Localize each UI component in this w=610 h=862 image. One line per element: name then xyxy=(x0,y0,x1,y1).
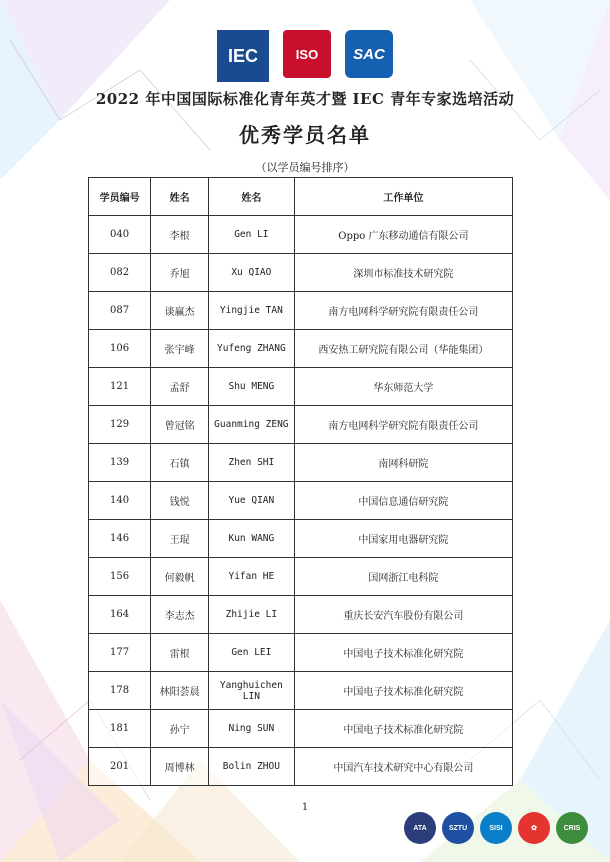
cell-name-cn: 王琨 xyxy=(151,520,209,558)
table-row xyxy=(89,216,513,254)
cell-id: 106 xyxy=(89,330,151,368)
cell-org: 中国汽车技术研究中心有限公司 xyxy=(294,748,512,786)
cell-org: 国网浙江电科院 xyxy=(294,558,512,596)
cell-org: 南方电网科学研究院有限责任公司 xyxy=(294,406,512,444)
cell-id: 178 xyxy=(89,672,151,710)
table-row xyxy=(89,672,513,710)
cell-name-cn: 何毅帆 xyxy=(151,558,209,596)
footer-logos xyxy=(404,812,588,844)
page-number: 1 xyxy=(301,802,309,813)
cell-name-en: Yufeng ZHANG xyxy=(209,330,295,368)
cell-name-cn: 孟舒 xyxy=(151,368,209,406)
cell-name-cn: 石镇 xyxy=(151,444,209,482)
cell-id: 139 xyxy=(89,444,151,482)
cell-name-cn: 孙宁 xyxy=(151,710,209,748)
cell-org: 重庆长安汽车股份有限公司 xyxy=(294,596,512,634)
cell-id: 140 xyxy=(89,482,151,520)
cell-name-en: Bolin ZHOU xyxy=(209,748,295,786)
cell-name-en: Yue QIAN xyxy=(209,482,295,520)
header-organization: 工作单位 xyxy=(294,178,512,216)
cris-logo-icon: CRIS xyxy=(556,812,588,844)
table-row xyxy=(89,406,513,444)
table-row xyxy=(89,330,513,368)
cell-name-en: Guanming ZENG xyxy=(209,406,295,444)
cell-name-en: Shu MENG xyxy=(209,368,295,406)
cell-name-cn: 谈赢杰 xyxy=(151,292,209,330)
cell-name-en: Yingjie TAN xyxy=(209,292,295,330)
cell-name-cn: 张宇峰 xyxy=(151,330,209,368)
header-logos xyxy=(0,30,610,82)
sztu-logo-icon: SZTU xyxy=(442,812,474,844)
cell-org: Oppo 广东移动通信有限公司 xyxy=(294,216,512,254)
trainee-table xyxy=(88,177,513,786)
cell-id: 181 xyxy=(89,710,151,748)
sisi-logo-icon: SISI xyxy=(480,812,512,844)
cell-id: 087 xyxy=(89,292,151,330)
cell-name-cn: 林阳荟晨 xyxy=(151,672,209,710)
cell-name-en: Zhen SHI xyxy=(209,444,295,482)
table-row xyxy=(89,368,513,406)
cell-id: 082 xyxy=(89,254,151,292)
cell-org: 华东师范大学 xyxy=(294,368,512,406)
cell-org: 中国信息通信研究院 xyxy=(294,482,512,520)
cell-name-en: Xu QIAO xyxy=(209,254,295,292)
cell-name-cn: 雷根 xyxy=(151,634,209,672)
cell-name-cn: 钱悦 xyxy=(151,482,209,520)
cell-org: 中国电子技术标准化研究院 xyxy=(294,710,512,748)
table-header-row xyxy=(89,178,513,216)
table-row xyxy=(89,520,513,558)
cell-org: 南方电网科学研究院有限责任公司 xyxy=(294,292,512,330)
cell-org: 南网科研院 xyxy=(294,444,512,482)
header-name-en: 姓名 xyxy=(209,178,295,216)
cell-name-en: Gen LEI xyxy=(209,634,295,672)
cell-name-cn: 李根 xyxy=(151,216,209,254)
iso-logo-icon: ISO xyxy=(283,30,331,78)
cell-name-cn: 李志杰 xyxy=(151,596,209,634)
ata-logo-icon: ATA xyxy=(404,812,436,844)
table-row xyxy=(89,292,513,330)
page-subtitle: 优秀学员名单 xyxy=(239,123,371,147)
header-name-cn: 姓名 xyxy=(151,178,209,216)
cell-name-cn: 曾冠铭 xyxy=(151,406,209,444)
table-row xyxy=(89,748,513,786)
cell-name-cn: 周博林 xyxy=(151,748,209,786)
cell-id: 040 xyxy=(89,216,151,254)
table-row xyxy=(89,558,513,596)
cell-id: 177 xyxy=(89,634,151,672)
cell-name-en: Ning SUN xyxy=(209,710,295,748)
cell-name-en: Gen LI xyxy=(209,216,295,254)
cell-id: 129 xyxy=(89,406,151,444)
cell-id: 201 xyxy=(89,748,151,786)
table-row xyxy=(89,444,513,482)
table-row xyxy=(89,254,513,292)
table-row xyxy=(89,634,513,672)
table-row xyxy=(89,482,513,520)
table-row xyxy=(89,596,513,634)
cell-org: 西安热工研究院有限公司（华能集团） xyxy=(294,330,512,368)
header-trainee-id: 学员编号 xyxy=(89,178,151,216)
cell-id: 164 xyxy=(89,596,151,634)
cell-name-en: Yifan HE xyxy=(209,558,295,596)
cell-name-en: Kun WANG xyxy=(209,520,295,558)
cell-name-en: Zhijie LI xyxy=(209,596,295,634)
cell-org: 中国电子技术标准化研究院 xyxy=(294,634,512,672)
cell-org: 中国家用电器研究院 xyxy=(294,520,512,558)
cell-id: 156 xyxy=(89,558,151,596)
cell-org: 中国电子技术标准化研究院 xyxy=(294,672,512,710)
iec-logo-icon: IEC xyxy=(217,30,269,82)
people-logo-icon: ✿ xyxy=(518,812,550,844)
cell-name-en: Yanghuichen LIN xyxy=(209,672,295,710)
sac-logo-icon: SAC xyxy=(345,30,393,78)
cell-name-cn: 乔旭 xyxy=(151,254,209,292)
cell-id: 121 xyxy=(89,368,151,406)
cell-org: 深圳市标准技术研究院 xyxy=(294,254,512,292)
page-title: 2022 年中国国际标准化青年英才暨 IEC 青年专家选培活动 xyxy=(95,90,515,108)
table-row xyxy=(89,710,513,748)
cell-id: 146 xyxy=(89,520,151,558)
sort-note: （以学员编号排序） xyxy=(255,161,355,174)
